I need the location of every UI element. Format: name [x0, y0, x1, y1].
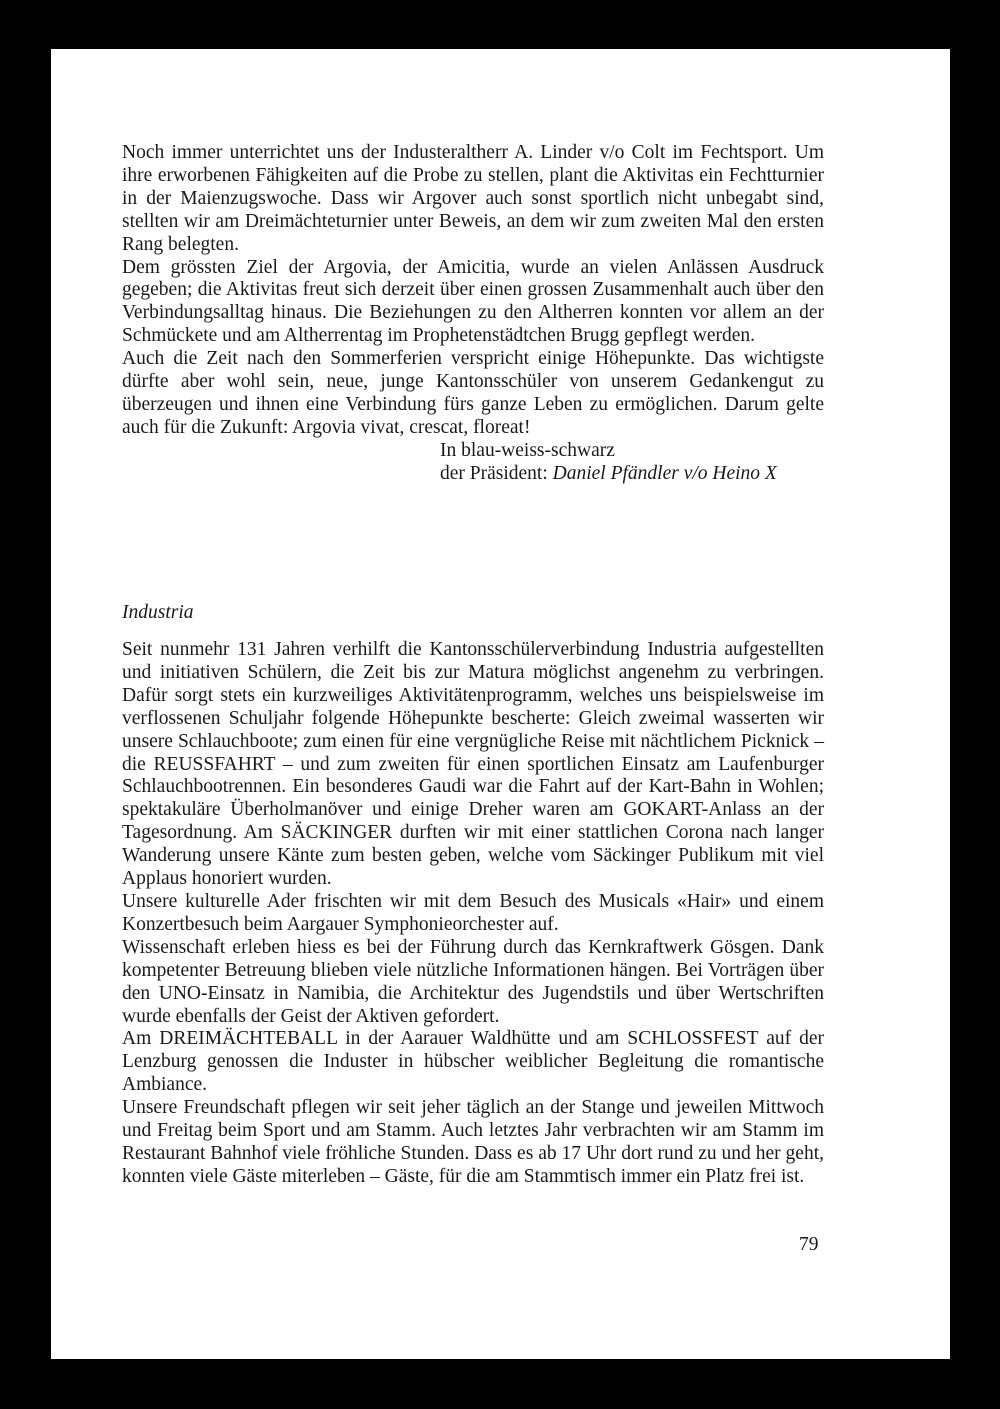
paragraph-balls: Am DREIMÄCHTEBALL in der Aarauer Waldhütte und am SCHLOSSFEST auf der Lenzburg genossen die Induster in hübscher weiblicher Begleitung die romantische Ambiance. — [122, 1028, 824, 1096]
paragraph-fencing: Noch immer unterrichtet uns der Industeraltherr A. Linder v/o Colt im Fechtsport. Um ihre erworbenen Fähigkeiten auf die Probe zu stellen, plant die Aktivitas ein Fechtturnier in der Maienzugswoche. Dass wir Argover auch sonst sportlich nicht unbegabt sind, stellten wir am Dreimächteturnier unter Beweis, an dem wir zum zweiten Mal den ersten Rang belegten. — [122, 142, 824, 255]
section-heading-industria: Industria — [122, 602, 194, 623]
paragraph-outlook: Auch die Zeit nach den Sommerferien verspricht einige Höhepunkte. Das wichtigste dürfte aber wohl sein, neue, junge Kantonsschüler von unserem Gedankengut zu überzeugen und ihnen eine Verbindung fürs ganze Leben zu ermöglichen. Darum gelte auch für die Zukunft: Argovia vivat, crescat, floreat! — [122, 348, 824, 438]
paragraph-science: Wissenschaft erleben hiess es bei der Führung durch das Kernkraftwerk Gösgen. Dank kompetenter Betreuung blieben viele nützliche Informationen hängen. Bei Vorträgen über den UNO-Einsatz in Namibia, die Architektur des Jugendstils und über Wertschriften wurde ebenfalls der Geist der Aktiven gefordert. — [122, 936, 824, 1027]
paragraph-culture: Unsere kulturelle Ader frischten wir mit dem Besuch des Musicals «Hair» und einem Konzertbesuch beim Aargauer Symphonieorchester auf. — [122, 890, 824, 935]
signoff-greeting: In blau-weiss-schwarz — [440, 439, 615, 461]
document-page — [51, 49, 950, 1359]
signoff-role: der Präsident: — [440, 462, 553, 484]
page-number: 79 — [799, 1234, 819, 1255]
signoff-name: Daniel Pfändler v/o Heino X — [552, 462, 777, 484]
section-argovia — [122, 142, 824, 486]
section-industria — [122, 639, 824, 1189]
page-body — [122, 142, 824, 1187]
paragraph-activities: Seit nunmehr 131 Jahren verhilft die Kantonsschülerverbindung Industria aufgestellten und initiativen Schülern, die Zeit bis zur Matura möglichst angenehm zu verbringen. Dafür sorgt stets ein kurzweiliges Aktivitätenprogramm, welches uns beispielsweise im verflossenen Schuljahr folgende Höhepunkte bescherte: Gleich zweimal wasserten wir unsere Schlauchboote; zum einen für eine vergnügliche Reise mit nächtlichem Picknick – die REUSSFAHRT – und zum zweiten für einen sportlichen Einsatz am Laufenburger Schlauchbootrennen. Ein besonderes Gaudi war die Fahrt auf der Kart-Bahn in Wohlen; spektakuläre Überholmanöver und einige Dreher waren am GOKART-Anlass an der Tagesordnung. Am SÄCKINGER durften wir mit einer stattlichen Corona nach langer Wanderung unsere Känte zum besten geben, welche vom Säckinger Publikum mit viel Applaus honoriert wurden. — [122, 639, 824, 890]
paragraph-amicitia: Dem grössten Ziel der Argovia, der Amicitia, wurde an vielen Anlässen Ausdruck gegeben; die Aktivitas freut sich derzeit über einen grossen Zusammenhalt auch über den Verbindungsalltag hinaus. Die Beziehungen zu den Altherren konnten vor allem an der Schmückete und am Altherrentag im Prophetenstädtchen Brugg gepflegt werden. — [122, 256, 824, 347]
paragraph-friendship: Unsere Freundschaft pflegen wir seit jeher täglich an der Stange und jeweilen Mittwoch und Freitag beim Sport und am Stamm. Auch letztes Jahr verbrachten wir am Stamm im Restaurant Bahnhof viele fröhliche Stunden. Dass es ab 17 Uhr dort rund zu und her geht, konnten viele Gäste miterleben – Gäste, für die am Stammtisch immer ein Platz frei ist. — [122, 1097, 824, 1187]
signoff-signature — [122, 463, 824, 486]
